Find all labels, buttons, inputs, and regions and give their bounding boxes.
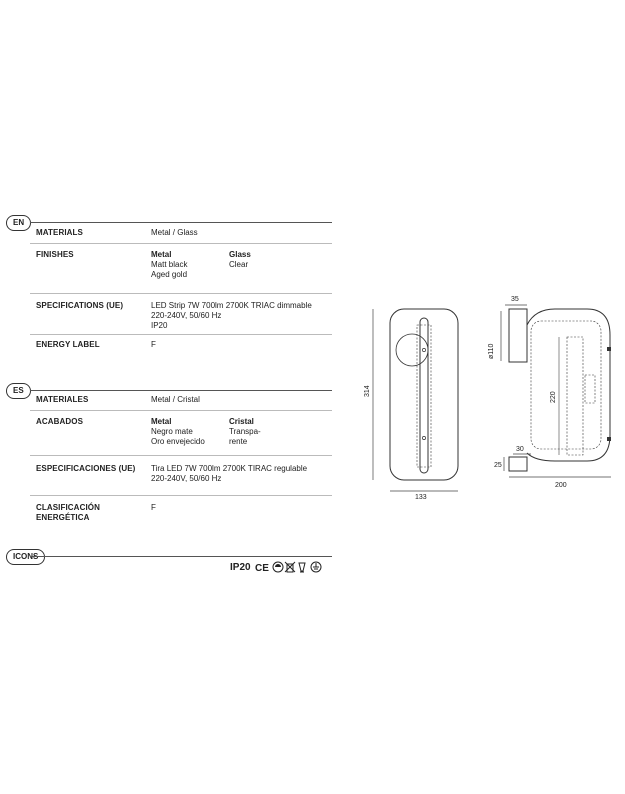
finish-head: Metal: [151, 250, 172, 259]
row-divider: [30, 455, 332, 456]
front-view: [364, 309, 458, 501]
row-divider: [30, 334, 332, 335]
materials-label: MATERIALS: [36, 228, 83, 237]
dim-30: 30: [516, 446, 524, 453]
finish-head: Metal: [151, 417, 172, 426]
dim-depth-total: 200: [555, 482, 567, 489]
ip-rating: IP20: [230, 561, 251, 573]
dim-25: 25: [494, 462, 502, 469]
finish-item: Negro mate: [151, 427, 193, 436]
clasificacion-line: ENERGÉTICA: [36, 513, 90, 522]
especificaciones-value: [151, 464, 307, 484]
section-rule-es: [30, 390, 332, 391]
weee-bin-icon: [285, 562, 295, 572]
section-tag-es: ES: [6, 383, 31, 399]
spec-line: LED Strip 7W 700lm 2700K TRIAC dimmable: [151, 301, 312, 310]
ce-icon: [255, 563, 269, 573]
section-tag-en: EN: [6, 215, 31, 231]
specs-value: [151, 301, 312, 331]
earth-ground-icon: [311, 562, 321, 572]
finishes-col-metal: [151, 250, 187, 280]
clasificacion-label: [36, 503, 100, 523]
finish-item: Transpa-: [229, 427, 261, 436]
acabados-col-metal: [151, 417, 205, 447]
dim-height: 314: [364, 385, 371, 397]
technical-drawing: [355, 285, 615, 505]
energy-value: F: [151, 340, 156, 349]
dim-width-front: 133: [415, 494, 427, 501]
finish-item: Matt black: [151, 260, 188, 269]
svg-text:CE: CE: [254, 563, 269, 573]
section-rule-en: [30, 222, 332, 223]
certification-symbols: [255, 561, 325, 573]
row-divider: [30, 243, 332, 244]
side-view: [488, 296, 611, 489]
dim-diameter: ø110: [488, 343, 495, 359]
spec-line: IP20: [151, 321, 168, 330]
clasificacion-line: CLASIFICACIÓN: [36, 503, 100, 512]
section-rule-icons: [30, 556, 332, 557]
section-tag-icons: ICONS: [6, 549, 45, 565]
specs-label: SPECIFICATIONS (UE): [36, 301, 124, 310]
finish-item: rente: [229, 437, 248, 446]
row-divider: [30, 495, 332, 496]
materiales-label: MATERIALES: [36, 395, 89, 404]
spec-line: Tira LED 7W 700lm 2700K TIRAC regulable: [151, 464, 308, 473]
finishes-col-glass: [229, 250, 251, 270]
materials-value: Metal / Glass: [151, 228, 198, 237]
clasificacion-value: F: [151, 503, 156, 512]
finish-item: Clear: [229, 260, 249, 269]
finish-item: Aged gold: [151, 270, 188, 279]
materiales-value: Metal / Cristal: [151, 395, 200, 404]
especificaciones-label: ESPECIFICACIONES (UE): [36, 464, 136, 473]
acabados-label: ACABADOS: [36, 417, 84, 426]
finishes-label: FINISHES: [36, 250, 74, 259]
row-divider: [30, 410, 332, 411]
spec-line: 220-240V, 50/60 Hz: [151, 311, 222, 320]
dimmable-bulb-icon: [299, 563, 305, 572]
dim-inner: 220: [550, 391, 557, 403]
energy-label: ENERGY LABEL: [36, 340, 100, 349]
spec-line: 220-240V, 50/60 Hz: [151, 474, 222, 483]
rohs-icon: [273, 562, 283, 572]
dim-depth-top: 35: [511, 296, 519, 303]
certification-icons: [230, 561, 325, 573]
finish-item: Oro envejecido: [151, 437, 205, 446]
acabados-col-cristal: [229, 417, 261, 447]
row-divider: [30, 293, 332, 294]
finish-head: Cristal: [229, 417, 254, 426]
finish-head: Glass: [229, 250, 251, 259]
